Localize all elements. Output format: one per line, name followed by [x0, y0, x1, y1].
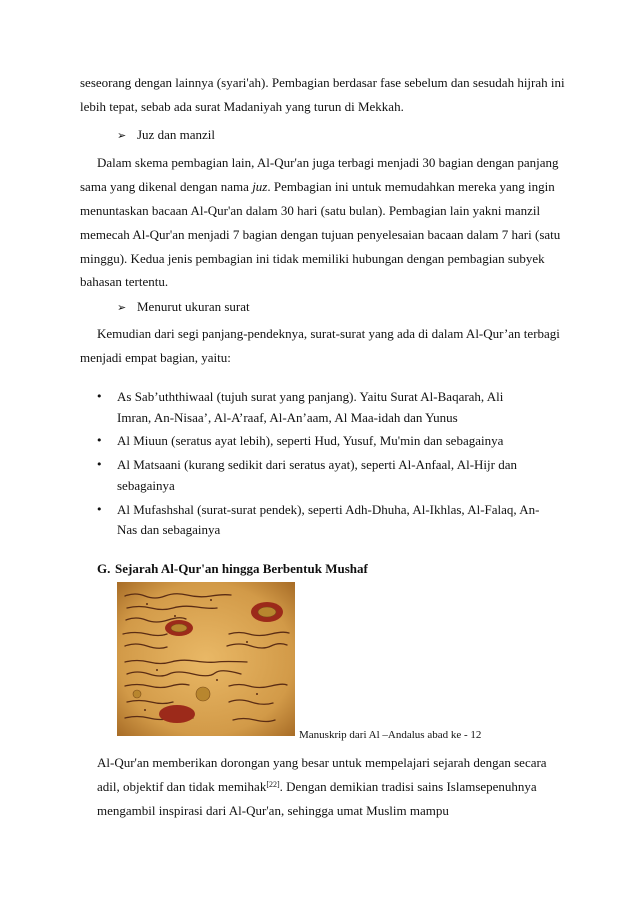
list-item-continuation: Nas dan sebagainya	[117, 522, 221, 537]
bullet-icon: •	[96, 503, 103, 516]
list-item-continuation: sebagainya	[117, 478, 175, 493]
paragraph-line	[80, 179, 555, 195]
paragraph-line: bahasan tertentu.	[80, 274, 169, 289]
paragraph-line: Dalam skema pembagian lain, Al-Qur'an juga terbagi menjadi 30 bagian dengan panjang	[97, 155, 559, 170]
text-segment: . Dengan demikian tradisi sains Islamsepenuhnya	[279, 779, 537, 794]
text-segment: sama yang dikenal dengan nama	[80, 179, 253, 194]
paragraph-line: Kemudian dari segi panjang-pendeknya, surat-surat yang ada di dalam Al-Qur’an terbagi	[97, 326, 560, 341]
paragraph-line: lebih tepat, sebab ada surat Madaniyah yang turun di Mekkah.	[80, 99, 404, 114]
manuscript-illustration	[117, 582, 295, 736]
list-item: As Sab’uththiwaal (tujuh surat yang panjang). Yaitu Surat Al-Baqarah, Ali	[117, 389, 504, 404]
subheading-ukuran	[117, 299, 250, 316]
subheading-text: Menurut ukuran surat	[137, 299, 250, 314]
bullet-icon: •	[96, 390, 103, 403]
manuscript-image	[117, 582, 295, 736]
text-segment: adil, objektif dan tidak memihak	[97, 779, 267, 794]
arrow-bullet-icon: ➢	[117, 129, 127, 142]
paragraph-line: Al-Qur'an memberikan dorongan yang besar untuk mempelajari sejarah dengan secara	[97, 755, 547, 770]
bullet-icon: •	[96, 458, 103, 471]
list-item-continuation: Imran, An-Nisaa’, Al-A’raaf, Al-An’aam, Al Maa-idah dan Yunus	[117, 410, 458, 425]
list-item: Al Mufashshal (surat-surat pendek), seperti Adh-Dhuha, Al-Ikhlas, Al-Falaq, An-	[117, 502, 540, 517]
subheading-text: Juz dan manzil	[137, 127, 215, 142]
italic-term: juz	[252, 179, 268, 194]
paragraph-line: menjadi empat bagian, yaitu:	[80, 350, 231, 365]
section-number: G.	[97, 561, 111, 576]
paragraph-line	[97, 779, 537, 795]
subheading-juz	[117, 127, 215, 144]
list-item: Al Matsaani (kurang sedikit dari seratus ayat), seperti Al-Anfaal, Al-Hijr dan	[117, 457, 517, 472]
section-heading	[97, 561, 368, 577]
paragraph-line: seseorang dengan lainnya (syari'ah). Pembagian berdasar fase sebelum dan sesudah hijrah ini	[80, 75, 565, 90]
arrow-bullet-icon: ➢	[117, 301, 127, 314]
bullet-icon: •	[96, 434, 103, 447]
paragraph-line: memecah Al-Qur'an menjadi 7 bagian dengan tujuan penyelesaian bacaan dalam 7 hari (satu	[80, 227, 561, 242]
paragraph-line: minggu). Kedua jenis pembagian ini tidak memiliki hubungan dengan pembagian subyek	[80, 251, 545, 266]
section-title: Sejarah Al-Qur'an hingga Berbentuk Mushaf	[115, 561, 368, 576]
figure-caption: Manuskrip dari Al –Andalus abad ke - 12	[299, 729, 482, 741]
text-segment: . Pembagian ini untuk memudahkan mereka yang ingin	[267, 179, 555, 194]
paragraph-line: menuntaskan bacaan Al-Qur'an dalam 30 hari (satu bulan). Pembagian lain yakni manzil	[80, 203, 541, 218]
footnote-reference[interactable]: [22]	[266, 780, 280, 789]
paragraph-line: mengambil inspirasi dari Al-Qur'an, sehingga umat Muslim mampu	[97, 803, 449, 818]
list-item: Al Miuun (seratus ayat lebih), seperti Hud, Yusuf, Mu'min dan sebagainya	[117, 433, 504, 448]
